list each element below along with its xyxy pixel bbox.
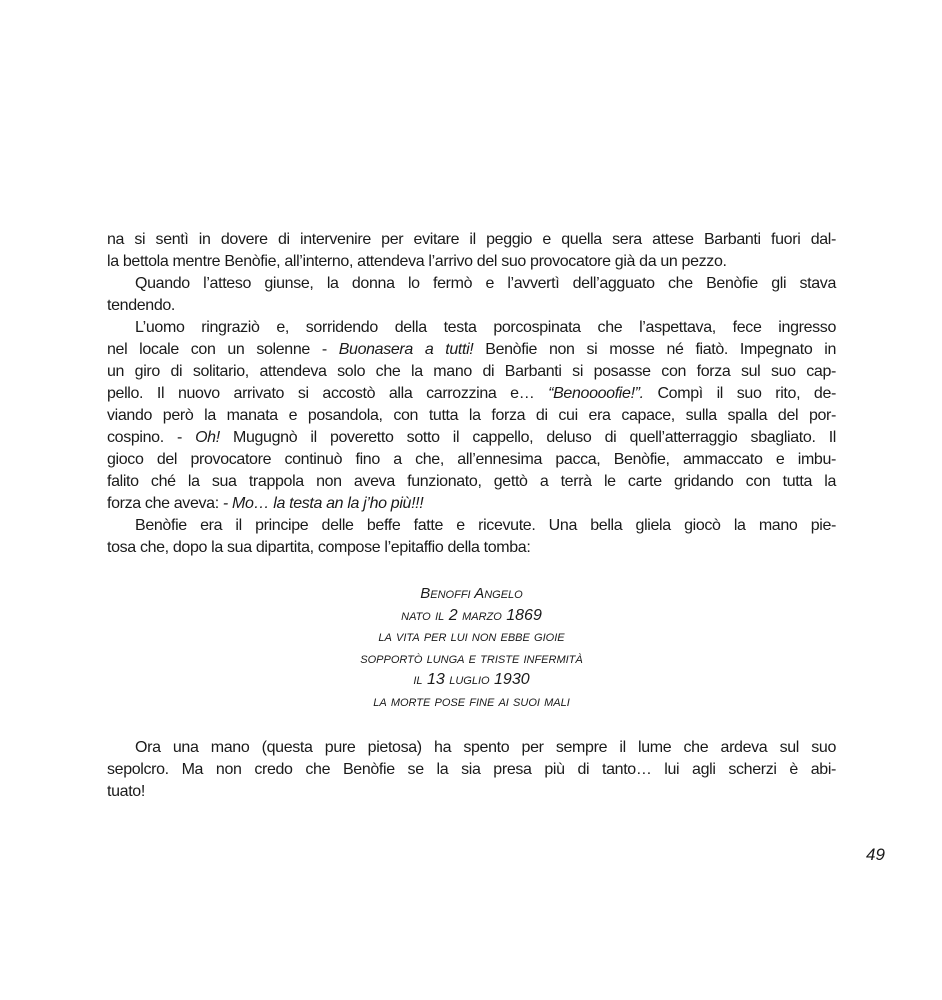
text-line: sepolcro. Ma non credo che Benòfie se la sia presa più di tanto… lui agli scherzi è abi- (107, 761, 836, 778)
epitaph-line: la vita per lui non ebbe gioie (378, 628, 565, 645)
text-line (107, 493, 836, 515)
text-line: Ora una mano (questa pure pietosa) ha spento per sempre il lume che ardeva sul suo (135, 739, 836, 756)
epitaph-line: la morte pose fine ai suoi mali (373, 692, 570, 710)
text-line: gioco del provocatore continuò fino a che, all’ennesima pacca, Benòfie, ammaccato e imbu- (107, 451, 836, 468)
text-line (107, 339, 836, 361)
text-line (107, 383, 836, 405)
text-line: la bettola mentre Benòfie, all’interno, attendeva l’arrivo del suo provocatore già da un pezzo. (107, 253, 727, 270)
text-line: na si sentì in dovere di intervenire per evitare il peggio e quella sera attese Barbanti fuori dal- (107, 231, 836, 248)
quoted-speech: Buonasera a tutti! (338, 341, 474, 358)
text-span: forza che aveva: (107, 495, 223, 512)
quoted-speech: Oh! (195, 429, 220, 446)
epitaph-line: Benoffi Angelo (420, 585, 523, 602)
text-line: tuato! (107, 783, 145, 800)
text-span: Compì il suo rito, de- (643, 385, 836, 402)
text-line: viando però la manata e posandola, con tutta la forza di cui era capace, sulla spalla del por- (107, 407, 836, 424)
text-span: nel locale con un solenne - (107, 341, 339, 358)
epitaph-line: sopportò lunga e triste infermità (360, 649, 583, 667)
text-line: Benòfie era il principe delle beffe fatte e ricevute. Una bella gliela giocò la mano pie- (135, 517, 836, 534)
quoted-speech: - Mo… la testa an la j’ho più!!! (222, 495, 424, 512)
text-line: un giro di solitario, attendeva solo che la mano di Barbanti si posasse con forza sul suo cap- (107, 363, 836, 380)
text-span: Mugugnò il poveretto sotto il cappello, deluso di quell’atterraggio sbagliato. Il (219, 429, 836, 446)
quoted-speech: “Benoooofie!”. (548, 385, 644, 402)
text-line: Quando l’atteso giunse, la donna lo fermò e l’avvertì dell’agguato che Benòfie gli stava (135, 275, 836, 292)
text-line: L’uomo ringraziò e, sorridendo della testa porcospinata che l’aspettava, fece ingresso (135, 319, 836, 336)
text-span: cospino. - (107, 429, 196, 446)
page-number: 49 (866, 845, 885, 864)
final-paragraph (107, 737, 836, 803)
text-line: tendendo. (107, 297, 176, 314)
epitaph (107, 583, 836, 712)
epitaph-line: nato il 2 marzo 1869 (401, 606, 542, 624)
text-line (107, 427, 836, 449)
text-line: tosa che, dopo la sua dipartita, compose l’epitaffio della tomba: (107, 539, 531, 556)
text-span: Benòfie non si mosse né fiatò. Impegnato in (473, 341, 836, 358)
text-span: pello. Il nuovo arrivato si accostò alla carrozzina e… (107, 385, 549, 402)
text-line: falito ché la sua trappola non aveva funzionato, gettò a terrà le carte gridando con tutta la (107, 473, 836, 490)
body-text (107, 229, 836, 559)
epitaph-line: il 13 luglio 1930 (413, 671, 530, 688)
